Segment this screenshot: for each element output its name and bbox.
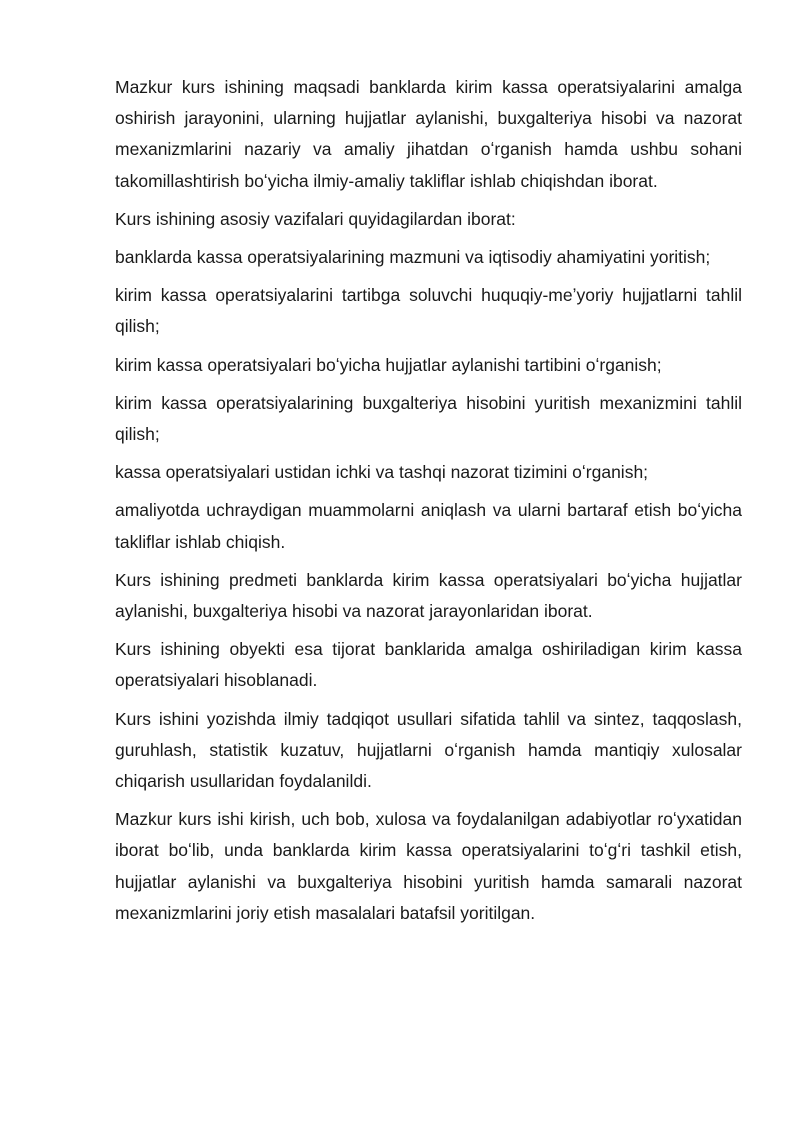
- task-item: kirim kassa operatsiyalarini tartibga soluvchi huquqiy-meʼyoriy hujjatlarni tahlil qilish;: [115, 285, 742, 337]
- task-item: amaliyotda uchraydigan muammolarni aniqlash va ularni bartaraf etish boʻyicha takliflar ishlab chiqish.: [115, 500, 742, 552]
- paragraph-structure: Mazkur kurs ishi kirish, uch bob, xulosa va foydalanilgan adabiyotlar roʻyxatidan iborat boʻlib, unda banklarda kirim kassa operatsiyalarini toʻgʻri tashkil etish, hujjatlar aylanishi va buxgalteriya hisobini yuritish hamda samarali nazorat mexanizmlarini joriy etish masalalari batafsil yoritilgan.: [115, 809, 742, 923]
- task-item: kirim kassa operatsiyalari boʻyicha hujjatlar aylanishi tartibini oʻrganish;: [115, 354, 662, 375]
- task-item: kassa operatsiyalari ustidan ichki va tashqi nazorat tizimini oʻrganish;: [115, 462, 649, 483]
- task-item: kirim kassa operatsiyalarining buxgalteriya hisobini yuritish mexanizmini tahlil qilish;: [115, 392, 742, 445]
- paragraph-methods: Kurs ishini yozishda ilmiy tadqiqot usullari sifatida tahlil va sintez, taqqoslash, guruhlash, statistik kuzatuv, hujjatlarni oʻrganish hamda mantiqiy xulosalar chiqarish usullaridan foydalanildi.: [115, 708, 742, 792]
- document-page: [115, 72, 742, 936]
- paragraph-tasks-intro: Kurs ishining asosiy vazifalari quyidagilardan iborat:: [115, 208, 516, 229]
- task-item: banklarda kassa operatsiyalarining mazmuni va iqtisodiy ahamiyatini yoritish;: [115, 247, 711, 268]
- paragraph-purpose: Mazkur kurs ishining maqsadi banklarda kirim kassa operatsiyalarini amalga oshirish jarayonini, ularning hujjatlar aylanishi, buxgalteriya hisobi va nazorat mexanizmlarini nazariy va amaliy jihatdan oʻrganish hamda ushbu sohani takomillashtirish boʻyicha ilmiy-amaliy takliflar ishlab chiqishdan iborat.: [115, 77, 742, 191]
- paragraph-object: Kurs ishining obyekti esa tijorat banklarida amalga oshiriladigan kirim kassa operatsiyalari hisoblanadi.: [115, 639, 742, 691]
- paragraph-subject: Kurs ishining predmeti banklarda kirim kassa operatsiyalari boʻyicha hujjatlar aylanishi, buxgalteriya hisobi va nazorat jarayonlaridan iborat.: [115, 569, 742, 622]
